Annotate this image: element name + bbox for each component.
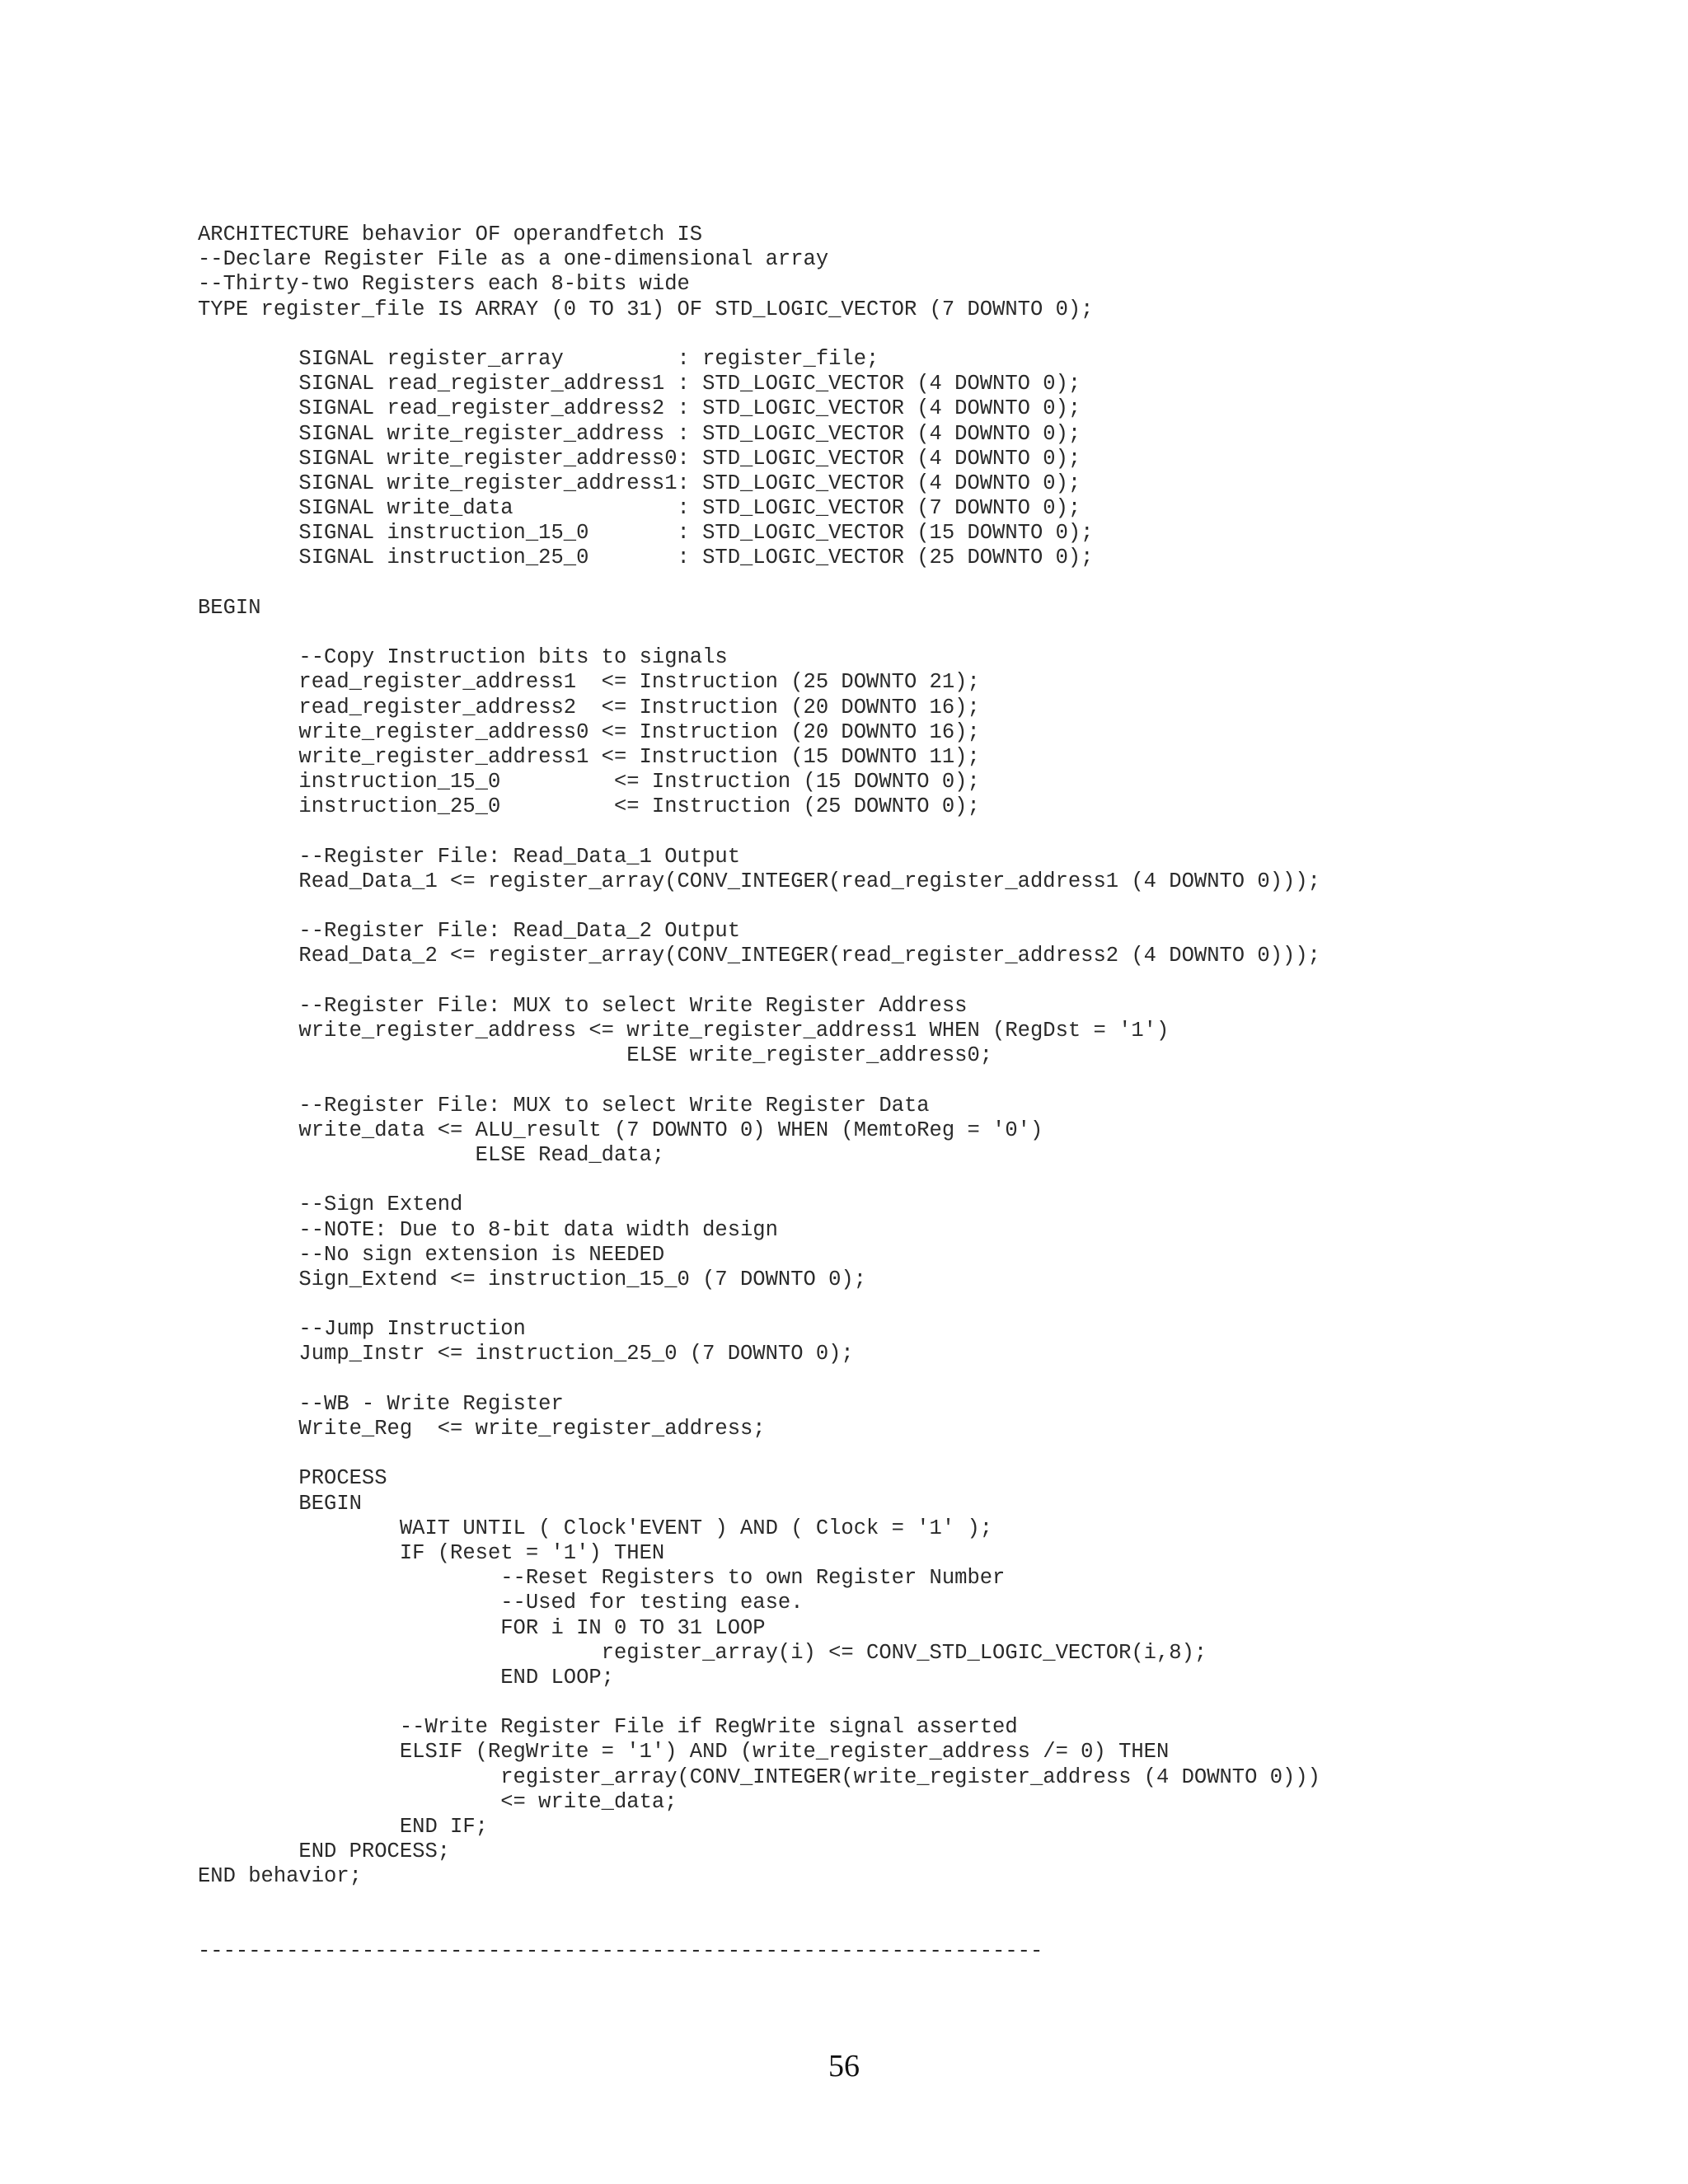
code-line [198,1168,1320,1193]
code-line: read_register_address2 <= Instruction (20 DOWNTO 16); [198,695,980,719]
code-line: Sign_Extend <= instruction_15_0 (7 DOWNTO 0); [198,1267,867,1291]
code-line: --Jump Instruction [198,1317,526,1342]
code-line: SIGNAL read_register_address1 : STD_LOGIC_VECTOR (4 DOWNTO 0); [198,372,1081,396]
code-line [198,322,1320,347]
code-line: SIGNAL write_data : STD_LOGIC_VECTOR (7 DOWNTO 0); [198,496,1081,521]
code-line: <= write_data; [198,1789,678,1814]
code-line [198,1068,1320,1093]
code-line: --Register File: MUX to select Write Register Data [198,1093,930,1118]
code-line [198,1367,1320,1392]
code-line: WAIT UNTIL ( Clock'EVENT ) AND ( Clock = '1' ); [198,1516,993,1540]
code-line: Write_Reg <= write_register_address; [198,1417,766,1441]
code-line: ARCHITECTURE behavior OF operandfetch IS [198,223,703,246]
code-line: IF (Reset = '1') THEN [198,1540,665,1565]
code-line: --Copy Instruction bits to signals [198,645,728,670]
code-line: Read_Data_2 <= register_array(CONV_INTEGER(read_register_address2 (4 DOWNTO 0))); [198,944,1320,968]
code-line [198,1915,1320,1939]
code-line [198,820,1320,845]
code-line: --WB - Write Register [198,1391,564,1416]
code-line: BEGIN [198,1491,362,1516]
code-line: read_register_address1 <= Instruction (25 DOWNTO 21); [198,670,980,695]
code-line: --Used for testing ease. [198,1591,804,1615]
code-line: TYPE register_file IS ARRAY (0 TO 31) OF STD_LOGIC_VECTOR (7 DOWNTO 0); [198,297,1094,321]
code-line [198,571,1320,596]
code-line: SIGNAL write_register_address1: STD_LOGIC_VECTOR (4 DOWNTO 0); [198,471,1081,495]
code-line [198,1690,1320,1715]
code-line: instruction_15_0 <= Instruction (15 DOWNTO 0); [198,770,980,794]
code-line: SIGNAL register_array : register_file; [198,346,879,371]
code-line: --Thirty-two Registers each 8-bits wide [198,272,690,297]
code-line: SIGNAL instruction_15_0 : STD_LOGIC_VECTOR (15 DOWNTO 0); [198,521,1094,546]
code-line: write_data <= ALU_result (7 DOWNTO 0) WHEN (MemtoReg = '0') [198,1118,1043,1142]
code-line: --Register File: Read_Data_1 Output [198,844,741,869]
code-line: FOR i IN 0 TO 31 LOOP [198,1615,766,1640]
code-line: SIGNAL write_register_address0: STD_LOGIC_VECTOR (4 DOWNTO 0); [198,446,1081,471]
code-line: register_array(i) <= CONV_STD_LOGIC_VECTOR(i,8); [198,1640,1207,1665]
code-line: Jump_Instr <= instruction_25_0 (7 DOWNTO 0); [198,1342,854,1366]
code-listing [198,223,1320,1964]
code-line: --Reset Registers to own Register Number [198,1566,1006,1591]
code-line: END PROCESS; [198,1840,451,1864]
code-line: write_register_address0 <= Instruction (20 DOWNTO 16); [198,719,980,744]
code-line [198,621,1320,645]
code-line: ELSE Read_data; [198,1142,665,1167]
code-line [198,1890,1320,1915]
code-line: SIGNAL read_register_address2 : STD_LOGIC_VECTOR (4 DOWNTO 0); [198,396,1081,421]
code-line: PROCESS [198,1466,387,1491]
code-line: Read_Data_1 <= register_array(CONV_INTEGER(read_register_address1 (4 DOWNTO 0))); [198,869,1320,893]
code-line: --Write Register File if RegWrite signal asserted [198,1715,1018,1740]
code-line: ELSIF (RegWrite = '1') AND (write_register_address /= 0) THEN [198,1740,1170,1765]
code-line [198,1292,1320,1317]
code-line: END behavior; [198,1864,362,1889]
code-line: BEGIN [198,595,261,620]
code-line [198,894,1320,919]
code-line: write_register_address1 <= Instruction (15 DOWNTO 11); [198,744,980,769]
code-line [198,1441,1320,1466]
code-line: --Sign Extend [198,1193,463,1217]
code-line: --NOTE: Due to 8-bit data width design [198,1217,778,1242]
code-line [198,969,1320,994]
code-line: --Register File: Read_Data_2 Output [198,919,741,944]
code-line: register_array(CONV_INTEGER(write_register_address (4 DOWNTO 0))) [198,1765,1320,1789]
code-line: ------------------------------------------------------------------- [198,1938,1043,1963]
code-line: --Declare Register File as a one-dimensional array [198,247,829,272]
code-line: END LOOP; [198,1665,614,1690]
code-line: SIGNAL instruction_25_0 : STD_LOGIC_VECTOR (25 DOWNTO 0); [198,546,1094,570]
code-line: --Register File: MUX to select Write Register Address [198,993,968,1018]
page-number: 56 [828,2049,860,2083]
code-line: ELSE write_register_address0; [198,1043,993,1068]
code-line: END IF; [198,1815,488,1839]
code-line: instruction_25_0 <= Instruction (25 DOWNTO 0); [198,794,980,819]
code-line: SIGNAL write_register_address : STD_LOGIC_VECTOR (4 DOWNTO 0); [198,421,1081,446]
code-line: --No sign extension is NEEDED [198,1242,665,1267]
code-line: write_register_address <= write_register_address1 WHEN (RegDst = '1') [198,1019,1170,1043]
